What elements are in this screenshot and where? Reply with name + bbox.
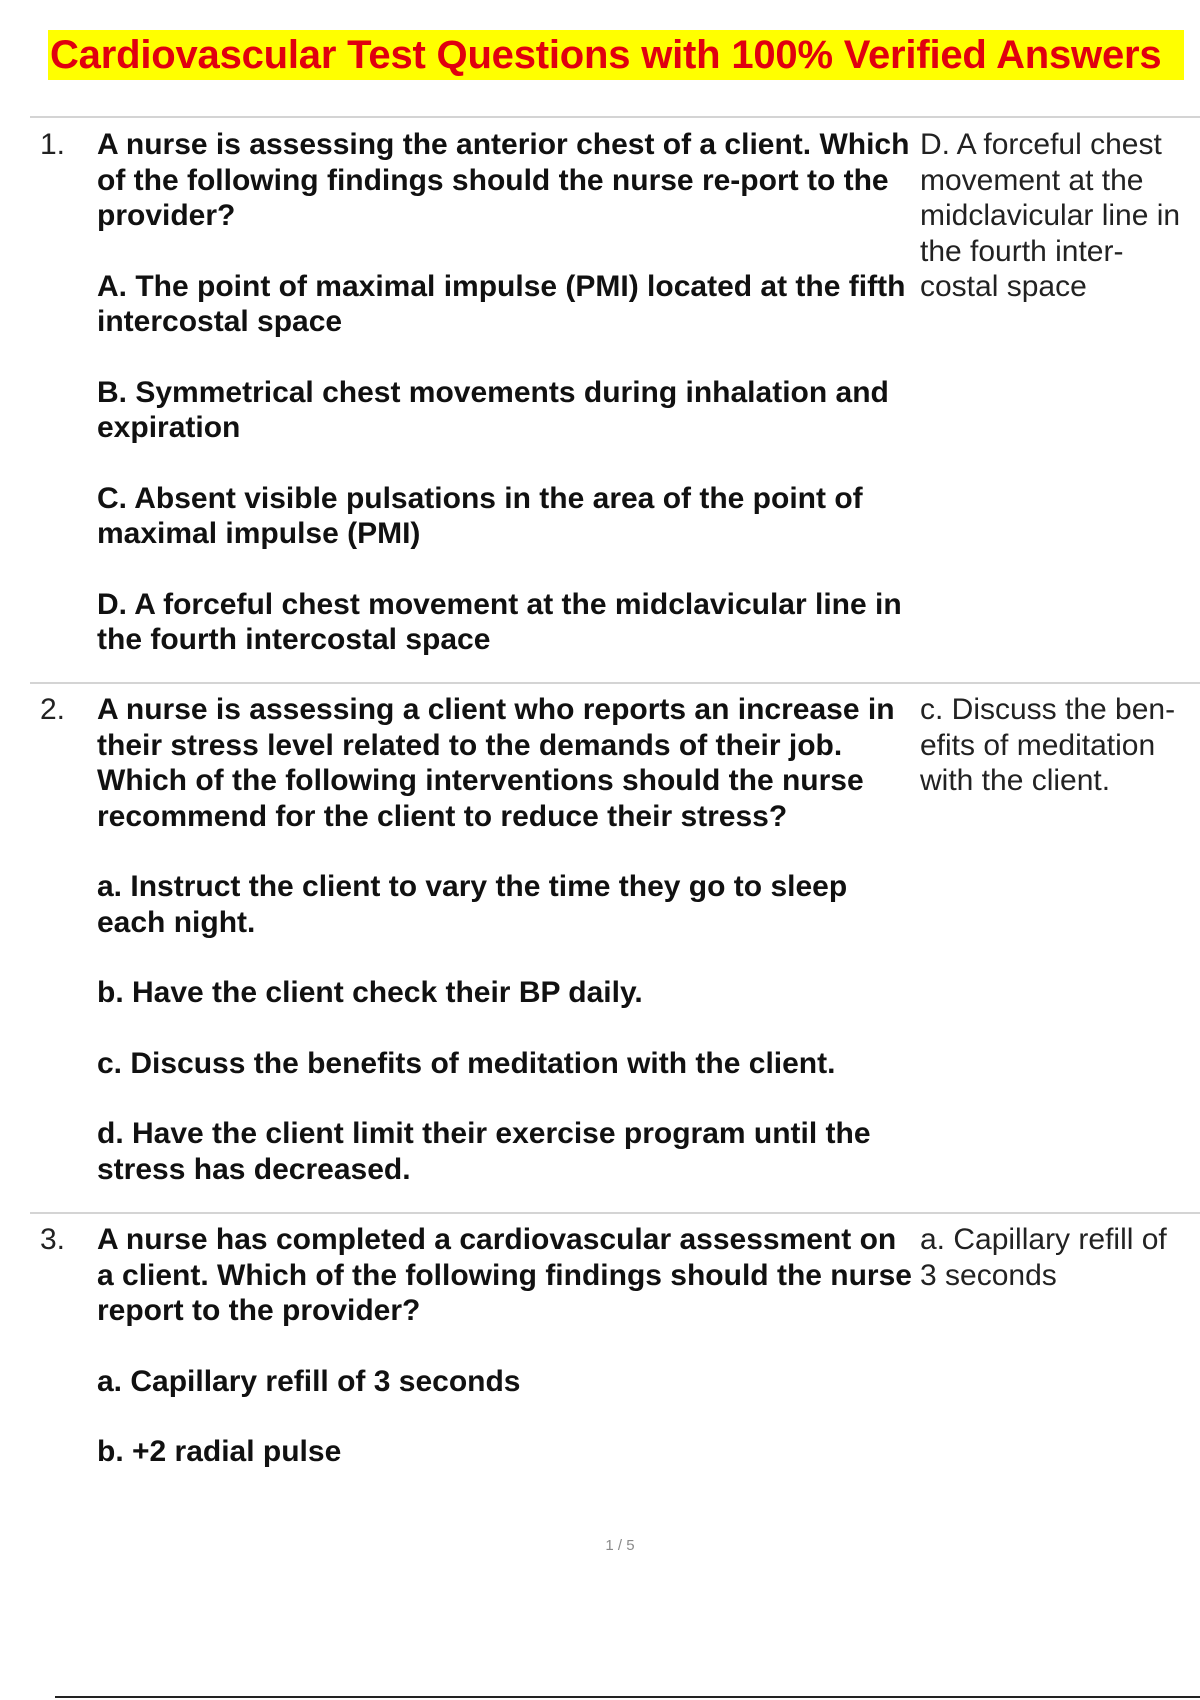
question-2-option-c: c. Discuss the benefits of meditation with the client. bbox=[97, 1046, 836, 1080]
question-2-option-a: a. Instruct the client to vary the time they go to sleep each night. bbox=[97, 870, 848, 939]
question-2-number: 2. bbox=[40, 693, 66, 726]
question-1-option-a: A. The point of maximal impulse (PMI) located at the fifth intercostal space bbox=[97, 269, 906, 338]
divider-top bbox=[30, 116, 1200, 118]
footer-rule bbox=[55, 1696, 1200, 1698]
question-1-option-c: C. Absent visible pulsations in the area of the point of maximal impulse (PMI) bbox=[97, 481, 863, 550]
divider-1 bbox=[30, 682, 1200, 684]
question-1-stem: A nurse is assessing the anterior chest of a client. Which of the following findings should the nurse re-port to the provider? bbox=[97, 128, 910, 232]
question-3-answer: a. Capillary refill of 3 seconds bbox=[920, 1223, 1167, 1292]
question-1-answer: D. A forceful chest movement at the midclavicular line in the fourth inter-costal space bbox=[920, 128, 1181, 303]
question-2-option-b: b. Have the client check their BP daily. bbox=[97, 976, 643, 1009]
question-3 bbox=[97, 1222, 917, 1470]
question-3-stem: A nurse has completed a cardiovascular assessment on a client. Which of the following findings should the nurse report to the provider? bbox=[97, 1223, 912, 1327]
question-1 bbox=[97, 127, 917, 658]
question-2-answer: c. Discuss the ben-efits of meditation with the client. bbox=[920, 693, 1176, 797]
question-2-option-d: d. Have the client limit their exercise program until the stress has decreased. bbox=[97, 1117, 871, 1186]
page-indicator: 1 / 5 bbox=[605, 1537, 635, 1554]
question-1-option-b: B. Symmetrical chest movements during inhalation and expiration bbox=[97, 375, 889, 444]
divider-2 bbox=[30, 1212, 1200, 1214]
title-highlight bbox=[48, 30, 1184, 80]
question-3-option-b: b. +2 radial pulse bbox=[97, 1435, 342, 1468]
question-1-number: 1. bbox=[40, 128, 66, 161]
question-3-number: 3. bbox=[40, 1223, 66, 1256]
question-2 bbox=[97, 692, 917, 1187]
document-title: Cardiovascular Test Questions with 100% Verified Answers bbox=[50, 33, 1162, 77]
question-1-option-d: D. A forceful chest movement at the midclavicular line in the fourth intercostal space bbox=[97, 587, 902, 656]
question-3-option-a: a. Capillary refill of 3 seconds bbox=[97, 1364, 521, 1398]
question-2-stem: A nurse is assessing a client who reports an increase in their stress level related to the demands of their job. Which of the following interventions should the nurse recommend for the client to reduce their stress? bbox=[97, 693, 895, 833]
